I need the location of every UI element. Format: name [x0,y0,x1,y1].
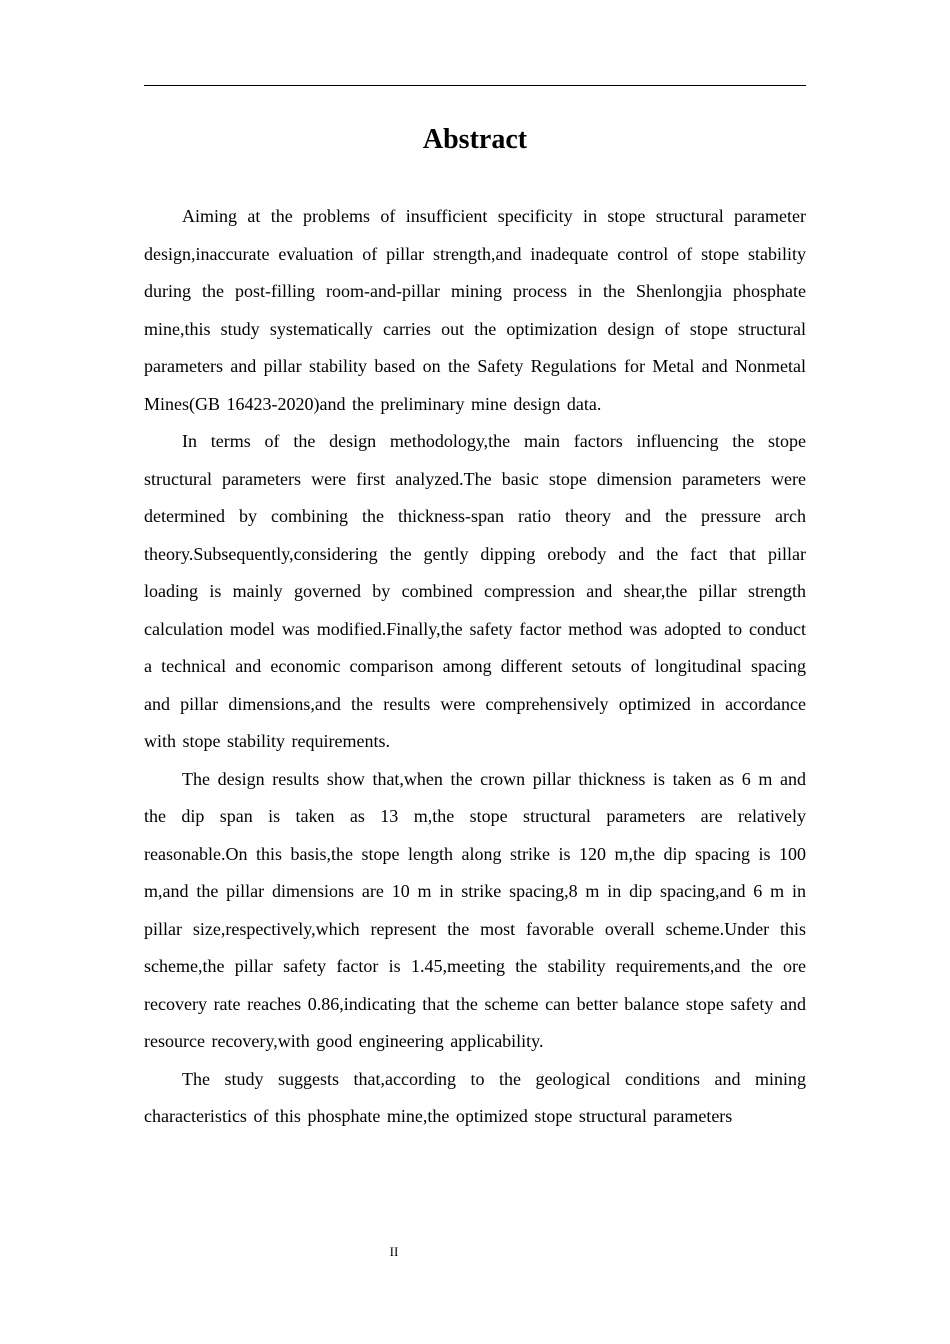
page-title: Abstract [422,124,528,155]
page-number: II [389,1244,399,1259]
header-rule [144,85,806,86]
abstract-body [144,198,806,1136]
abstract-paragraph-1: Aiming at the problems of insufficient specificity in stope structural parameter design,inaccurate evaluation of pillar strength,and inadequate control of stope stability during the post-filling room-and-pillar mining process in the Shenlongjia phosphate mine,this study systematically carries out the optimization design of stope structural parameters and pillar stability based on the Safety Regulations for Metal and Nonmetal Mines(GB 16423-2020)and the preliminary mine design data. [144,206,806,414]
abstract-paragraph-3: The design results show that,when the crown pillar thickness is taken as 6 m and the dip span is taken as 13 m,the stope structural parameters are relatively reasonable.On this basis,the stope length along strike is 120 m,the dip spacing is 100 m,and the pillar dimensions are 10 m in strike spacing,8 m in dip spacing,and 6 m in pillar size,respectively,which represent the most favorable overall scheme.Under this scheme,the pillar safety factor is 1.45,meeting the stability requirements,and the ore recovery rate reaches 0.86,indicating that the scheme can better balance stope safety and resource recovery,with good engineering applicability. [144,768,806,1051]
abstract-paragraph-4: The study suggests that,according to the geological conditions and mining characteristics of this phosphate mine,the optimized stope structural parameters [144,1068,806,1126]
abstract-paragraph-2: In terms of the design methodology,the main factors influencing the stope structural parameters were first analyzed.The basic stope dimension parameters were determined by combining the thickness-span ratio theory and the pressure arch theory.Subsequently,considering the gently dipping orebody and the fact that pillar loading is mainly governed by combined compression and shear,the pillar strength calculation model was modified.Finally,the safety factor method was adopted to conduct a technical and economic comparison among different setouts of longitudinal spacing and pillar dimensions,and the results were comprehensively optimized in accordance with stope stability requirements. [144,431,806,751]
